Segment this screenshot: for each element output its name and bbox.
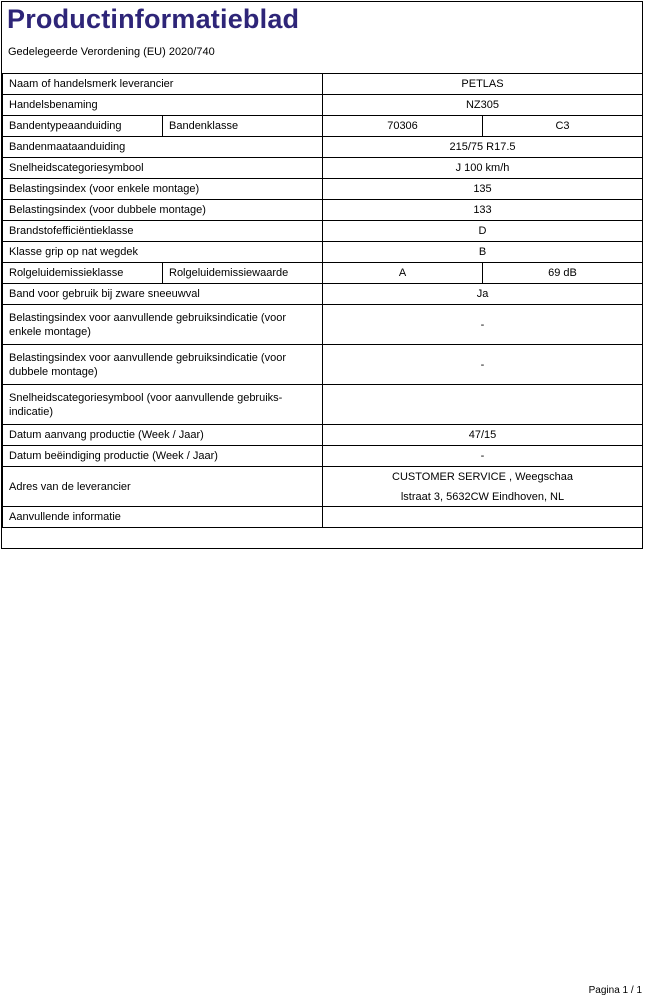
alt-speed-value (323, 385, 643, 425)
alt-load-single-value: - (323, 305, 643, 345)
table-row (3, 467, 643, 507)
load-dual-value: 133 (323, 200, 643, 221)
table-row (3, 221, 643, 242)
table-row (3, 507, 643, 528)
row-label: Belastingsindex voor aanvullende gebruiksindicatie (voor enkele montage) (3, 305, 323, 345)
extra-info-value (323, 507, 643, 528)
snow-value: Ja (323, 284, 643, 305)
table-row (3, 242, 643, 263)
row-label: Datum aanvang productie (Week / Jaar) (3, 425, 323, 446)
row-label: Band voor gebruik bij zware sneeuwval (3, 284, 323, 305)
row-label: Belastingsindex voor aanvullende gebruiksindicatie (voor dubbele montage) (3, 345, 323, 385)
row-label: Klasse grip op nat wegdek (3, 242, 323, 263)
noise-class-value: A (323, 263, 483, 284)
row-label: Adres van de leverancier (3, 467, 323, 507)
noise-db-value: 69 dB (483, 263, 643, 284)
row-label: Belastingsindex (voor enkele montage) (3, 179, 323, 200)
alt-load-dual-value: - (323, 345, 643, 385)
address-line-2: lstraat 3, 5632CW Eindhoven, NL (400, 490, 565, 503)
row-label: Bandenmaataanduiding (3, 137, 323, 158)
table-row (3, 74, 643, 95)
trade-name-value: NZ305 (323, 95, 643, 116)
page-title: Productinformatieblad (7, 4, 300, 34)
table-row (3, 425, 643, 446)
address-line-1: CUSTOMER SERVICE , Weegschaa (392, 470, 573, 483)
prod-start-value: 47/15 (323, 425, 643, 446)
table-row (3, 345, 643, 385)
table-row (3, 158, 643, 179)
page-number: Pagina 1 / 1 (588, 985, 642, 996)
supplier-address (323, 467, 643, 507)
row-label: Naam of handelsmerk leverancier (3, 74, 323, 95)
product-info-table (2, 73, 643, 528)
row-label: Aanvullende informatie (3, 507, 323, 528)
prod-end-value: - (323, 446, 643, 467)
wet-grip-value: B (323, 242, 643, 263)
speed-value: J 100 km/h (323, 158, 643, 179)
fuel-class-value: D (323, 221, 643, 242)
table-row (3, 263, 643, 284)
row-label: Belastingsindex (voor dubbele montage) (3, 200, 323, 221)
table-row (3, 305, 643, 345)
row-label: Handelsbenaming (3, 95, 323, 116)
table-row (3, 385, 643, 425)
table-row (3, 200, 643, 221)
tyre-class-value: C3 (483, 116, 643, 137)
row-label: Brandstofefficiëntieklasse (3, 221, 323, 242)
table-row (3, 179, 643, 200)
row-label: Bandentypeaanduiding (3, 116, 163, 137)
row-label: Snelheidscategoriesymbool (voor aanvullende gebruiks-indicatie) (3, 385, 323, 425)
row-sub-label: Bandenklasse (163, 116, 323, 137)
row-label: Rolgeluidemissieklasse (3, 263, 163, 284)
row-label: Snelheidscategoriesymbool (3, 158, 323, 179)
table-row (3, 95, 643, 116)
regulation-subtitle: Gedelegeerde Verordening (EU) 2020/740 (8, 46, 215, 58)
brand-value: PETLAS (323, 74, 643, 95)
load-single-value: 135 (323, 179, 643, 200)
table-row (3, 284, 643, 305)
tyre-type-value: 70306 (323, 116, 483, 137)
row-label: Datum beëindiging productie (Week / Jaar) (3, 446, 323, 467)
table-row (3, 116, 643, 137)
size-value: 215/75 R17.5 (323, 137, 643, 158)
row-sub-label: Rolgeluidemissiewaarde (163, 263, 323, 284)
table-row (3, 446, 643, 467)
table-row (3, 137, 643, 158)
